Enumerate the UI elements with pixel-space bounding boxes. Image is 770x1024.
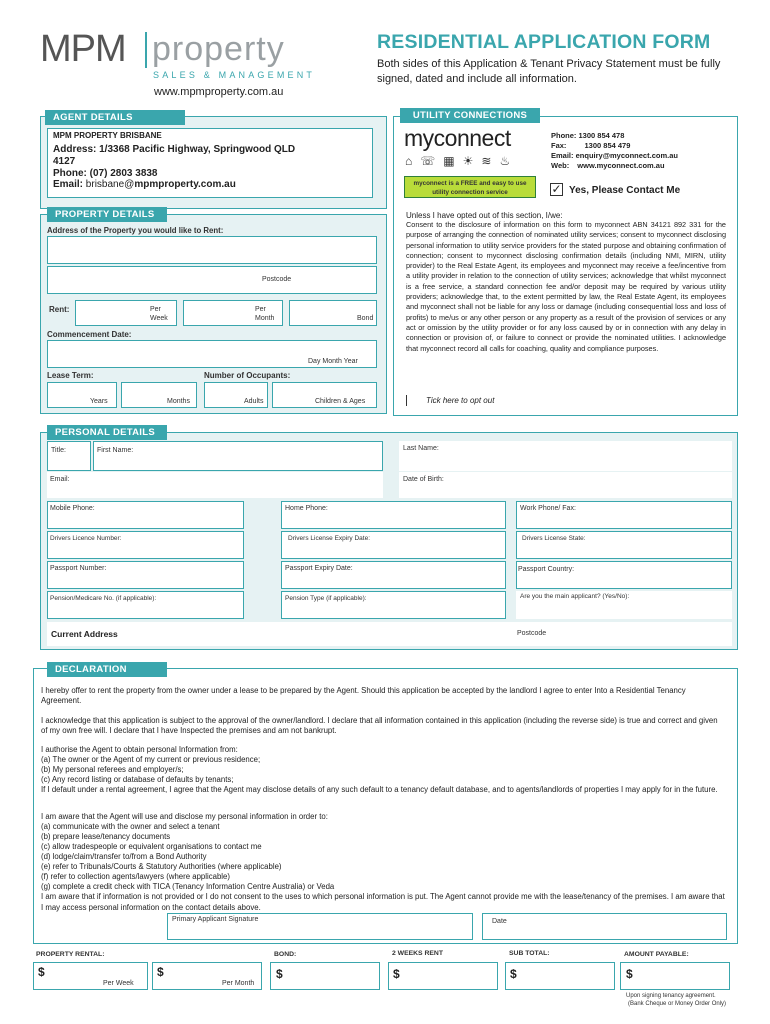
adults-label: Adults (244, 398, 264, 405)
declaration-p3c: (b) My personal referees and employer/s; (41, 765, 184, 774)
amount-payable-input[interactable] (620, 962, 730, 990)
passport-number-label: Passport Number: (50, 565, 107, 572)
lease-term-label: Lease Term: (47, 371, 94, 380)
children-label: Children & Ages (315, 398, 366, 405)
logo-divider (145, 32, 147, 68)
company-logo (40, 28, 340, 88)
rental-per-week-label: Per Week (103, 980, 134, 987)
property-header: PROPERTY DETAILS (47, 207, 167, 222)
form-title: RESIDENTIAL APPLICATION FORM (377, 31, 711, 53)
logo-secondary: property (152, 30, 285, 68)
two-weeks-label: 2 WEEKS RENT (392, 950, 443, 957)
consent-text: Consent to the disclosure of information on this form to myconnect ABN 34121 892 331 for the purpose of arranging the connection of nominated utility services; consent to myconnect disclosing personal information to utility service providers for the stated purpose and obtaining confirmation of connection; consent to myconnect disclosing confirmation details (including NMI, MIRN, utility provider) to the Real Estate Agent, its employees and myconnect may receive a fee/incentive from a utility provider in relation to the connection of utility services; acknowledge that whilst myconnect is a free service, a standard connection fee and/or deposit may be required by various utility providers; acknowledge that, to the extent permitted by law, the Real Estate Agent, its employees and myconnect shall not be liable for any loss or damage (including consequential loss and loss of profits) to me/us or any other person or any property as a result of the provision of services or any act or omission by the utility provider or for any loss caused by or in connection with any delay in connection or provision of, or failure to connect or provide the nominated utilities. I acknowledge that myconnect record all calls for coaching, quality and compliance purposes. (406, 220, 726, 353)
bond-total-label: BOND: (274, 951, 297, 958)
declaration-p3a: I authorise the Agent to obtain personal Information from: (41, 745, 238, 754)
amount-payable-label: AMOUNT PAYABLE: (624, 951, 689, 958)
occupants-label: Number of Occupants: (204, 371, 291, 380)
yes-contact-checkbox[interactable]: ✓ (551, 182, 562, 196)
myconnect-logo: myconnect (404, 125, 511, 151)
property-postcode-label: Postcode (262, 276, 292, 283)
personal-header: PERSONAL DETAILS (47, 425, 167, 440)
email-label: Email: (50, 476, 70, 483)
bond-dollar: $ (276, 967, 283, 981)
work-phone-label: Work Phone/ Fax: (520, 505, 576, 512)
wifi-icon: ≋ (481, 154, 500, 168)
bond-amount-input[interactable] (270, 962, 380, 990)
payment-note-1: Upon signing tenancy agreement. (626, 993, 716, 999)
house-icon: ⌂ (405, 154, 421, 168)
opt-out-checkbox[interactable] (406, 395, 407, 406)
subtotal-amount-input[interactable] (505, 962, 615, 990)
utility-header: UTILITY CONNECTIONS (400, 108, 540, 123)
rent-label: Rent: (49, 305, 70, 314)
declaration-p4g: (f) refer to collection agents/lawyers (where applicable) (41, 872, 230, 881)
rental-week-dollar: $ (38, 965, 45, 979)
form-subtitle: Both sides of this Application & Tenant Privacy Statement must be fully signed, dated and include all information. (377, 58, 721, 85)
payment-note-2: (Bank Cheque or Money Order Only) (628, 1001, 727, 1007)
commencement-label: Commencement Date: (47, 330, 132, 339)
tv-icon: ▦ (443, 154, 463, 168)
yes-contact-label: Yes, Please Contact Me (569, 185, 681, 196)
agent-name: MPM PROPERTY BRISBANE (53, 131, 162, 140)
bulb-icon: ☀ (462, 154, 482, 168)
first-name-label: First Name: (97, 447, 134, 454)
home-phone-label: Home Phone: (285, 505, 328, 512)
mobile-label: Mobile Phone: (50, 505, 95, 512)
first-name-input[interactable] (93, 441, 383, 471)
date-input[interactable] (482, 913, 727, 940)
dob-input[interactable] (399, 472, 732, 498)
signature-label: Primary Applicant Signature (172, 916, 259, 923)
per-month-label: Per Month (255, 306, 275, 322)
years-label: Years (90, 398, 108, 405)
declaration-p3b: (a) The owner or the Agent of my current or previous residence; (41, 755, 261, 764)
months-label: Months (167, 398, 190, 405)
rental-per-month-label: Per Month (222, 980, 255, 987)
consent-intro: Unless I have opted out of this section, I/we: (406, 211, 563, 220)
rental-month-dollar: $ (157, 965, 164, 979)
property-address-label: Address of the Property you would like to Rent: (47, 226, 224, 235)
subtotal-dollar: $ (510, 967, 517, 981)
declaration-p4i: I am aware that if information is not provided or I do not consent to the uses to which personal information is put. The Agent cannot provide me with the lease/tenancy of the premises. I am aware that I may access personal information on the contact details above. (41, 892, 725, 912)
agent-details-header: AGENT DETAILS (45, 110, 185, 125)
two-weeks-dollar: $ (393, 967, 400, 981)
gas-icon: ♨ (499, 154, 519, 168)
date-label: Date (492, 918, 507, 925)
per-week-label: Per Week (150, 306, 168, 322)
passport-expiry-label: Passport Expiry Date: (285, 565, 353, 572)
declaration-p3e: If I default under a rental agreement, I agree that the Agent may disclose details of any such default to a tenancy default database, and to agents/landlords of properties I may apply for in the future. (41, 785, 718, 794)
current-address-input[interactable] (47, 622, 732, 646)
property-rental-label: PROPERTY RENTAL: (36, 951, 105, 958)
declaration-p4c: (b) prepare lease/tenancy documents (41, 832, 171, 841)
pension-number-label: Pension/Medicare No. (if applicable): (50, 595, 157, 602)
opt-out-label: Tick here to opt out (426, 396, 495, 405)
declaration-p3d: (c) Any record listing or database of defaults by tenants; (41, 775, 234, 784)
amount-payable-dollar: $ (626, 967, 633, 981)
licence-expiry-label: Drivers License Expiry Date: (288, 535, 370, 542)
declaration-p2: I acknowledge that this application is subject to the approval of the owner/landlord. I declare that all information contained in this application (including the reverse side) is true and correct and given of my own free will. I declare that I have Inspected the premises and am not bankrupt. (41, 716, 718, 736)
declaration-p4f: (e) refer to Tribunals/Courts & Statutory Authorities (where applicable) (41, 862, 282, 871)
logo-main: MPM (40, 28, 126, 70)
licence-state-label: Drivers License State: (522, 535, 586, 542)
declaration-p4e: (d) lodge/claim/transfer to/from a Bond Authority (41, 852, 207, 861)
declaration-p4b: (a) communicate with the owner and select a tenant (41, 822, 220, 831)
main-applicant-label: Are you the main applicant? (Yes/No): (520, 593, 630, 600)
utility-contacts: Phone: 1300 854 478 Fax: 1300 854 479 Email: enquiry@myconnect.com.au Web: www.myconnect.com.au (551, 131, 678, 170)
agent-address: Address: 1/3368 Pacific Highway, Springwood QLD 4127 (53, 144, 296, 167)
two-weeks-amount-input[interactable] (388, 962, 498, 990)
dob-label: Date of Birth: (403, 476, 444, 483)
title-label: Title: (51, 447, 66, 454)
current-address-label: Current Address (51, 629, 118, 639)
day-month-year-label: Day Month Year (308, 358, 358, 365)
declaration-header: DECLARATION (47, 662, 167, 677)
agent-phone: Phone: (07) 2803 3838 (53, 168, 158, 179)
pension-type-label: Pension Type (if applicable): (285, 595, 367, 602)
declaration-p1: I hereby offer to rent the property from the owner under a lease to be prepared by the Agent. Should this application be accepted by the landlord I agree to enter Into a Residential Tenancy Agreement. (41, 686, 686, 706)
property-address-input[interactable] (47, 236, 377, 264)
agent-email: Email: brisbane@mpmproperty.com.au (53, 179, 236, 190)
bond-input[interactable] (289, 300, 377, 326)
current-postcode-label: Postcode (517, 630, 547, 637)
logo-sub: SALES & MANAGEMENT (153, 70, 316, 80)
email-input[interactable] (47, 472, 383, 498)
property-postcode-input[interactable] (47, 266, 377, 294)
declaration-p4a: I am aware that the Agent will use and disclose my personal information in order to: (41, 812, 328, 821)
licence-number-label: Drivers Licence Number: (50, 535, 122, 542)
title-input[interactable] (47, 441, 91, 471)
phone-icon: ☏ (420, 154, 444, 168)
utility-promo-badge: myconnect is a FREE and easy to use utility connection service (404, 176, 536, 198)
last-name-input[interactable] (399, 441, 732, 471)
utility-icons (405, 154, 518, 168)
passport-country-label: Passport Country: (518, 566, 575, 573)
website-url: www.mpmproperty.com.au (154, 86, 284, 98)
last-name-label: Last Name: (403, 445, 439, 452)
declaration-p4d: (c) allow tradespeople or equivalent organisations to contact me (41, 842, 262, 851)
declaration-p4h: (g) complete a credit check with TICA (Tenancy Information Centre Australia) or Veda (41, 882, 335, 891)
bond-label: Bond (357, 315, 374, 322)
subtotal-label: SUB TOTAL: (509, 950, 550, 957)
